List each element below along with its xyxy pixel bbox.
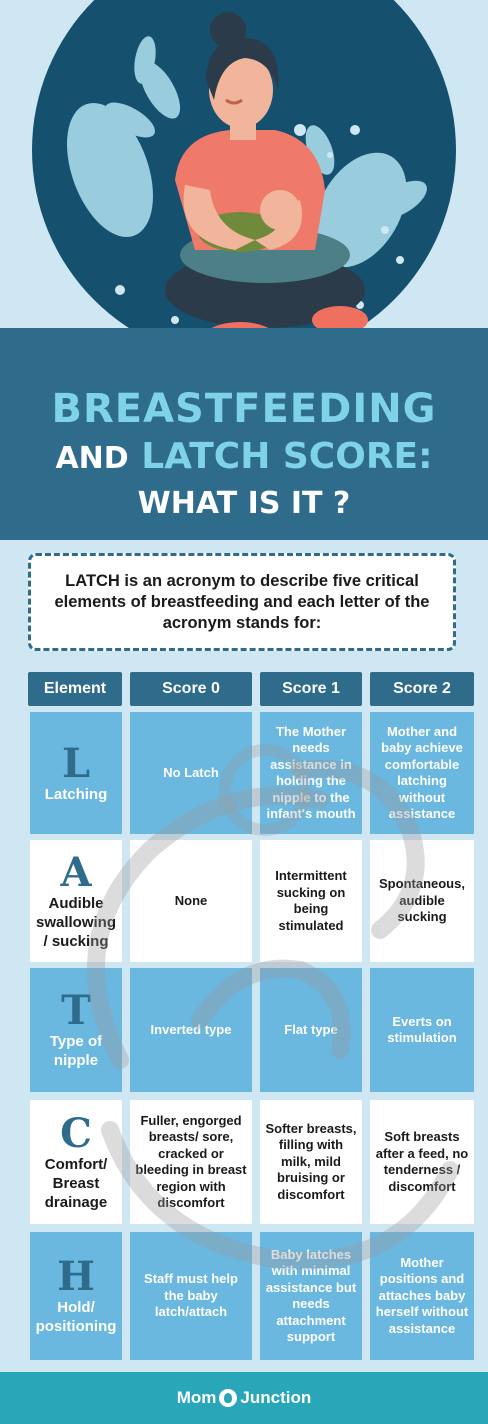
title-line-2 — [0, 436, 488, 477]
letter-h: H — [57, 1253, 95, 1300]
title-banner — [0, 328, 488, 540]
cell-l-score-0: No Latch — [130, 712, 252, 834]
element-label: Hold/ positioning — [35, 1299, 117, 1335]
logo-text-mom: Mom — [176, 1388, 217, 1407]
cell-t-score-1: Flat type — [260, 968, 362, 1092]
header-score-2: Score 2 — [370, 672, 474, 706]
element-comfort — [30, 1100, 122, 1224]
intro-box: LATCH is an acronym to describe five critical elements of breastfeeding and each letter of the acronym stands for: — [28, 553, 456, 651]
cell-h-score-1: Baby latches with minimal assistance but needs attachment support — [260, 1232, 362, 1360]
cell-t-score-0: Inverted type — [130, 968, 252, 1092]
element-hold — [30, 1232, 122, 1360]
header-element: Element — [28, 672, 122, 706]
element-label: Latching — [44, 785, 108, 803]
letter-c: C — [60, 1109, 92, 1157]
mother-breastfeeding-illustration — [0, 0, 488, 330]
letter-l: L — [61, 739, 91, 787]
momjunction-logo[interactable] — [177, 1388, 312, 1408]
title-and: AND — [55, 441, 129, 476]
hero-illustration — [0, 0, 488, 330]
logo-text-junction: Junction — [240, 1388, 312, 1407]
letter-a: A — [60, 848, 92, 896]
header-score-0: Score 0 — [130, 672, 252, 706]
cell-c-score-2: Soft breasts after a feed, no tenderness / discomfort — [370, 1100, 474, 1224]
element-latching — [30, 712, 122, 834]
element-label: Audible swallowing / sucking — [35, 894, 116, 950]
cell-c-score-0: Fuller, engorged breasts/ sore, cracked or bleeding in breast region with discomfort — [130, 1100, 252, 1224]
cell-l-score-2: Mother and baby achieve comfortable latching without assistance — [370, 712, 474, 834]
title-line-1: BREASTFEEDING — [51, 386, 437, 432]
header-score-1: Score 1 — [260, 672, 362, 706]
cell-l-score-1: The Mother needs assistance in holding the nipple to the infant's mouth — [260, 712, 362, 834]
element-label: Type of nipple — [49, 1033, 103, 1069]
cell-h-score-0: Staff must help the baby latch/attach — [130, 1232, 252, 1360]
cell-a-score-0: None — [130, 840, 252, 962]
title-latch-score: LATCH SCORE: — [141, 436, 433, 477]
cell-t-score-2: Everts on stimulation — [370, 968, 474, 1092]
cell-a-score-2: Spontaneous, audible sucking — [370, 840, 474, 962]
element-audible — [30, 840, 122, 962]
letter-t: T — [61, 987, 91, 1034]
cell-c-score-1: Softer breasts, filling with milk, mild bruising or discomfort — [260, 1100, 362, 1224]
element-type-of-nipple — [30, 968, 122, 1092]
logo-mother-baby-icon — [219, 1389, 237, 1407]
cell-h-score-2: Mother positions and attaches baby herself without assistance — [370, 1232, 474, 1360]
element-label: Comfort/ Breast drainage — [44, 1155, 108, 1211]
cell-a-score-1: Intermittent sucking on being stimulated — [260, 840, 362, 962]
title-line-3: WHAT IS IT ? — [137, 486, 351, 521]
footer-bar — [0, 1372, 488, 1424]
